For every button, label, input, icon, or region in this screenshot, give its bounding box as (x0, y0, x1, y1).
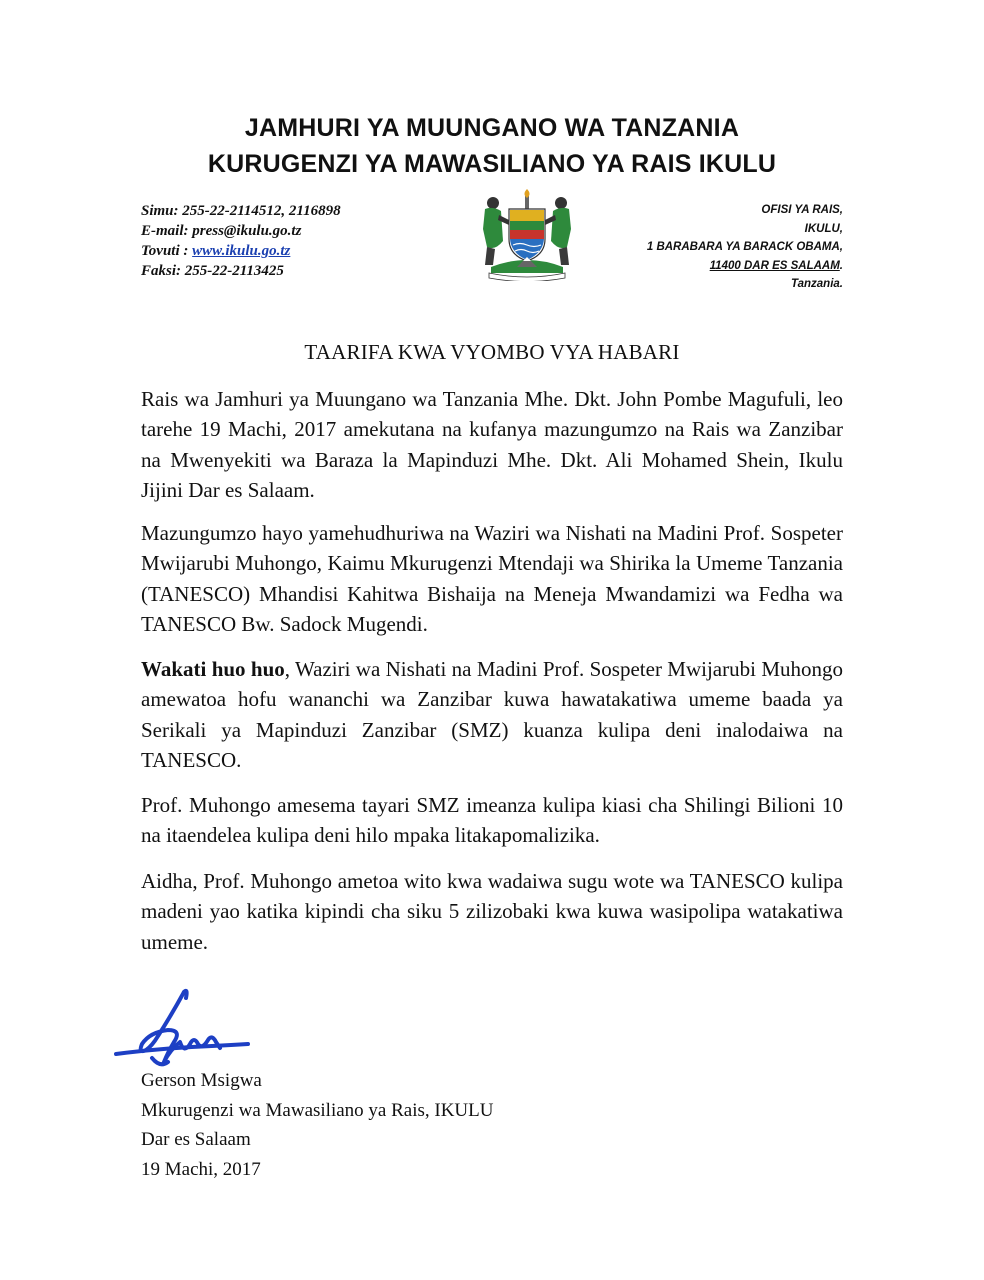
address-line-1: OFISI YA RAIS, (761, 204, 843, 216)
address-line-5: Tanzania. (791, 278, 843, 290)
paragraph-5: Aidha, Prof. Muhongo ametoa wito kwa wadaiwa sugu wote wa TANESCO kulipa madeni yao katika kipindi cha siku 5 zilizobaki kwa kuwa wasipolipa watakatiwa umeme. (141, 869, 843, 954)
paragraph-2: Mazungumzo hayo yamehudhuriwa na Waziri wa Nishati na Madini Prof. Sospeter Mwijarubi Muhongo, Kaimu Mkurugenzi Mtendaji wa Shirika la Umeme Tanzania (TANESCO) Mhandisi Kahitwa Bishaija na Meneja Mwandamizi wa Fedha wa TANESCO Bw. Sadock Mugendi. (141, 521, 843, 636)
phone-text: Simu: 255-22-2114512, 2116898 (141, 203, 341, 219)
website-label: Tovuti : (141, 243, 193, 259)
fax-text: Faksi: 255-22-2113425 (141, 263, 284, 279)
signatory-title: Mkurugenzi wa Mawasiliano ya Rais, IKULU (141, 1099, 494, 1121)
website-link[interactable]: www.ikulu.go.tz (192, 243, 291, 259)
paragraph-3-lead: Wakati huo huo (141, 657, 285, 681)
postal-code-city: 11400 DAR ES SALAAM (709, 259, 840, 272)
email-text: E-mail: press@ikulu.go.tz (141, 223, 302, 239)
address-line-2: IKULU, (804, 222, 843, 235)
signatory-name: Gerson Msigwa (141, 1070, 262, 1091)
signature-place: Dar es Salaam (141, 1129, 251, 1150)
postal-code-suffix: . (839, 259, 843, 272)
paragraph-4: Prof. Muhongo amesema tayari SMZ imeanza kulipa kiasi cha Shilingi Bilioni 10 na itaendelea kulipa deni hilo mpaka litakapomalizika. (141, 793, 843, 848)
paragraph-1: Rais wa Jamhuri ya Muungano wa Tanzania Mhe. Dkt. John Pombe Magufuli, leo tarehe 19 Machi, 2017 amekutana na kufanya mazungumzo na Rais wa Zanzibar na Mwenyekiti wa Baraza la Mapinduzi Mhe. Dkt. Ali Mohamed Shein, Ikulu Jijini Dar es Salaam. (141, 387, 843, 502)
website-line (141, 241, 341, 261)
handwritten-signature-icon (112, 984, 262, 1084)
paragraph-3-body: , Waziri wa Nishati na Madini Prof. Sospeter Mwijarubi Muhongo amewatoa hofu wananchi wa Zanzibar kuwa hawatakatiwa umeme baada ya Serikali ya Mapinduzi Zanzibar (SMZ) kuanza kulipa deni inalodaiwa na TANESCO. (141, 657, 843, 772)
paragraph-3 (141, 654, 843, 775)
header-title-line2: KURUGENZI YA MAWASILIANO YA RAIS IKULU (207, 150, 777, 178)
header-title-line1: JAMHURI YA MUUNGANO WA TANZANIA (244, 114, 740, 142)
address-line-3: 1 BARABARA YA BARACK OBAMA, (646, 241, 843, 253)
document-heading: TAARIFA KWA VYOMBO VYA HABARI (304, 340, 680, 364)
address-line-4 (647, 257, 843, 276)
contact-info-right (647, 201, 843, 294)
contact-info-left (141, 201, 341, 281)
signature-date: 19 Machi, 2017 (141, 1158, 261, 1180)
coat-of-arms-icon (471, 189, 583, 281)
